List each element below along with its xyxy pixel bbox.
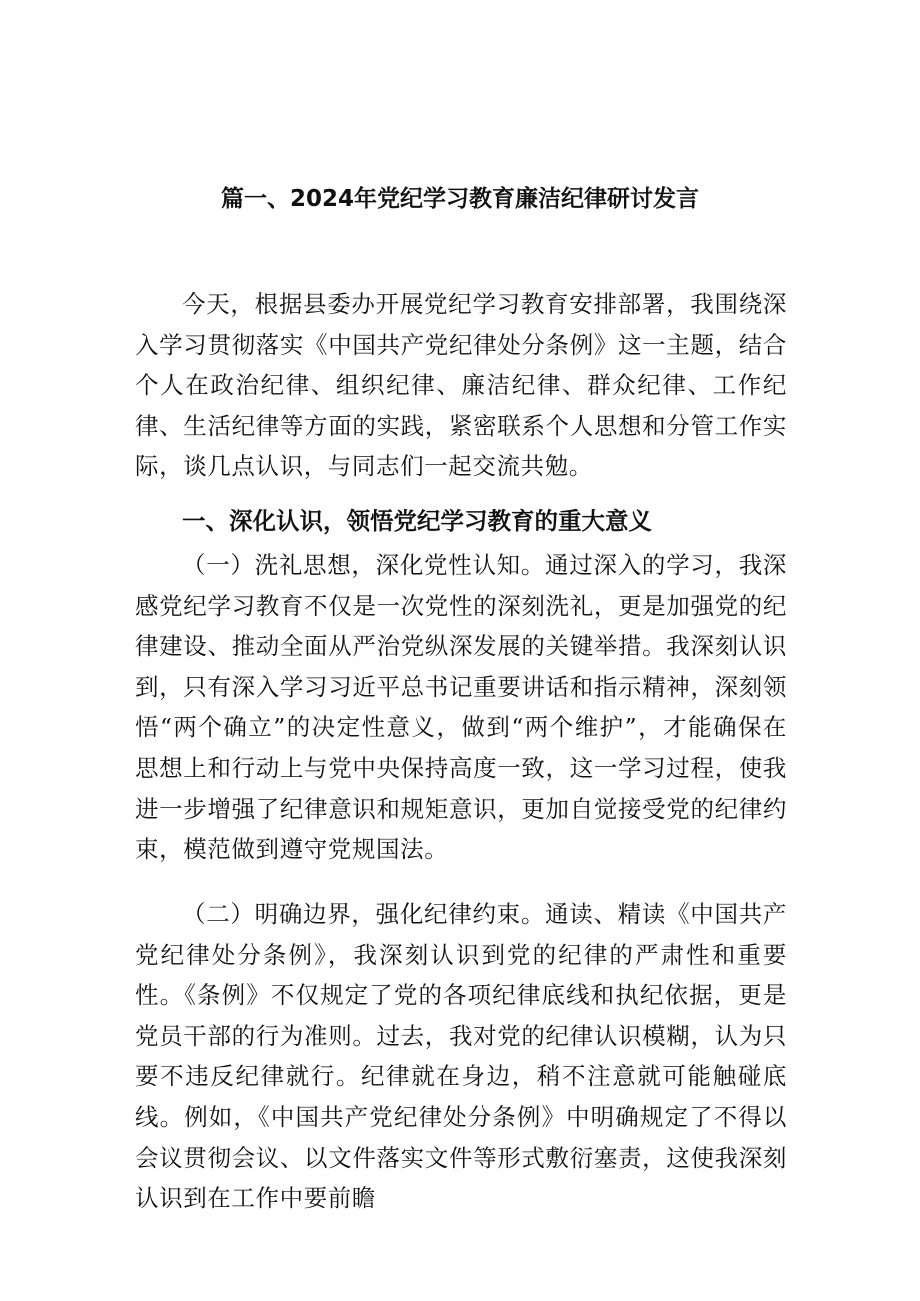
intro-paragraph: 今天，根据县委办开展党纪学习教育安排部署，我围绕深入学习贯彻落实《中国共产党纪律处分条例》这一主题，结合个人在政治纪律、组织纪律、廉洁纪律、群众纪律、工作纪律、生活纪律等方面的实践，紧密联系个人思想和分管工作实际，谈几点认识，与同志们一起交流共勉。 (135, 290, 787, 481)
section-heading: 一、深化认识，领悟党纪学习教育的重大意义 (182, 507, 652, 535)
body-paragraph-1: （一）洗礼思想，深化党性认知。通过深入的学习，我深感党纪学习教育不仅是一次党性的深刻洗礼，更是加强党的纪律建设、推动全面从严治党纵深发展的关键举措。我深刻认识到，只有深入学习习近平总书记重要讲话和指示精神，深刻领悟“两个确立”的决定性意义，做到“两个维护”，才能确保在思想上和行动上与党中央保持高度一致，这一学习过程，使我进一步增强了纪律意识和规矩意识，更加自觉接受党的纪律约束，模范做到遵守党规国法。 (135, 551, 787, 864)
document-title: 篇一、2024年党纪学习教育廉洁纪律研讨发言 (220, 186, 699, 212)
body-paragraph-2: （二）明确边界，强化纪律约束。通读、精读《中国共产党纪律处分条例》，我深刻认识到党的纪律的严肃性和重要性。《条例》不仅规定了党的各项纪律底线和执纪依据，更是党员干部的行为准则。过去，我对党的纪律认识模糊，认为只要不违反纪律就行。纪律就在身边，稍不注意就可能触碰底线。例如，《中国共产党纪律处分条例》中明确规定了不得以会议贯彻会议、以文件落实文件等形式敷衍塞责，这使我深刻认识到在工作中要前瞻 (135, 900, 787, 1213)
